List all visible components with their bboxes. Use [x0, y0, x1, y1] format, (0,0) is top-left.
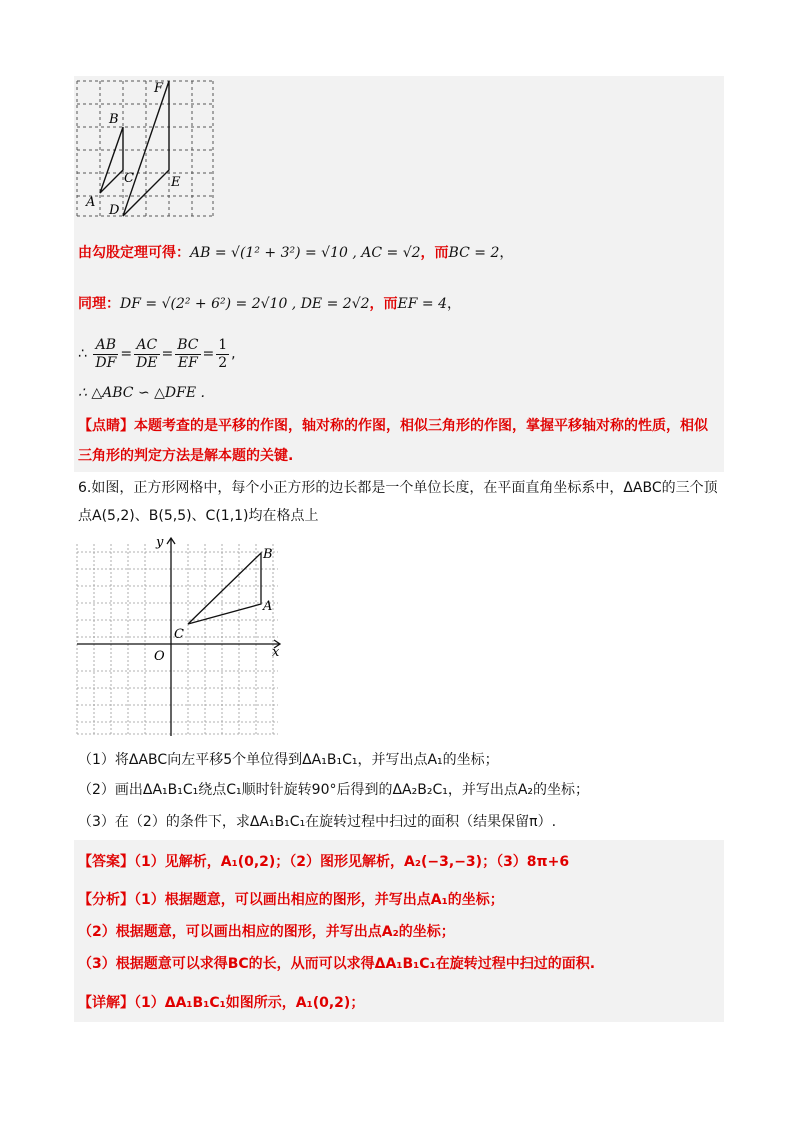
label-F: F	[154, 81, 164, 96]
label-D: D	[109, 203, 120, 218]
label-B: B	[109, 112, 119, 127]
triangle-abc	[100, 127, 123, 193]
frac-one-half: $\frac{1}{2}$	[218, 336, 228, 371]
label-A2: A	[263, 599, 273, 614]
comment-line-2: 三角形的判定方法是解本题的关键.	[78, 448, 294, 464]
answer-line	[78, 852, 569, 872]
analysis-line-1: 【分析】（1）根据题意，可以画出相应的图形，并写出点A₁的坐标；	[78, 892, 504, 908]
label-B2: B	[263, 547, 273, 562]
label-C: C	[124, 171, 134, 186]
answer-label: 【答案】	[78, 854, 134, 870]
question-2: （2）画出ΔA₁B₁C₁绕点C₁顺时针旋转90°后得到的ΔA₂B₂C₁，并写出点A₂的坐标；	[78, 782, 590, 798]
comment-line-1: 【点睛】本题考查的是平移的作图，轴对称的作图，相似三角形的作图，掌握平移轴对称的性质，相似	[78, 418, 708, 434]
same-reasoning-line: 同理：DF = √(2² + 6²) = 2√10 , DE = 2√2，而EF = 4，	[78, 296, 462, 312]
pythagoras-line: 由勾股定理可得：AB = √(1² + 3²) = √10 , AC = √2，而BC = 2，	[78, 245, 514, 261]
label-C2: C	[174, 627, 184, 642]
analysis-line-3: （3）根据题意可以求得BC的长，从而可以求得ΔA₁B₁C₁在旋转过程中扫过的面积.	[78, 956, 596, 972]
label-O: O	[154, 649, 165, 664]
label-E: E	[171, 175, 181, 190]
question-3: （3）在（2）的条件下，求ΔA₁B₁C₁在旋转过程中扫过的面积（结果保留π）.	[78, 814, 557, 830]
frac-ac-de: $\frac{AC}{DE}$	[136, 336, 158, 371]
answer-text: （1）见解析，A₁(0,2)；（2）图形见解析，A₂(−3,−3)；（3）8π+6	[134, 854, 570, 870]
problem6-line1: 6.如图，正方形网格中，每个小正方形的边长都是一个单位长度，在平面直角坐标系中，ΔABC的三个顶	[78, 480, 718, 496]
analysis-line-2: （2）根据题意，可以画出相应的图形，并写出点A₂的坐标；	[78, 924, 455, 940]
triangle-abc-coord	[188, 553, 261, 624]
label-x: x	[272, 645, 280, 660]
question-1: （1）将ΔABC向左平移5个单位得到ΔA₁B₁C₁，并写出点A₁的坐标；	[78, 752, 499, 768]
frac-bc-ef: $\frac{BC}{EF}$	[177, 336, 199, 371]
ratio-line: ∴ $\frac{AB}{DF}$ = $\frac{AC}{DE}$ = $\frac{BC}{EF}$ = $\frac{1}{2}$ ,	[78, 336, 236, 371]
figure-similar-triangles	[74, 78, 216, 218]
detail-line-1: 【详解】（1）ΔA₁B₁C₁如图所示，A₁(0,2)；	[78, 995, 365, 1011]
label-A: A	[86, 195, 96, 210]
frac-ab-df: $\frac{AB}{DF}$	[95, 336, 117, 371]
problem6-line2: 点A(5,2)、B(5,5)、C(1,1)均在格点上	[78, 508, 319, 524]
similar-line: ∴ △ABC ∽ △DFE .	[78, 385, 205, 401]
figure-coordinate-grid	[74, 534, 286, 738]
label-y: y	[156, 535, 164, 550]
